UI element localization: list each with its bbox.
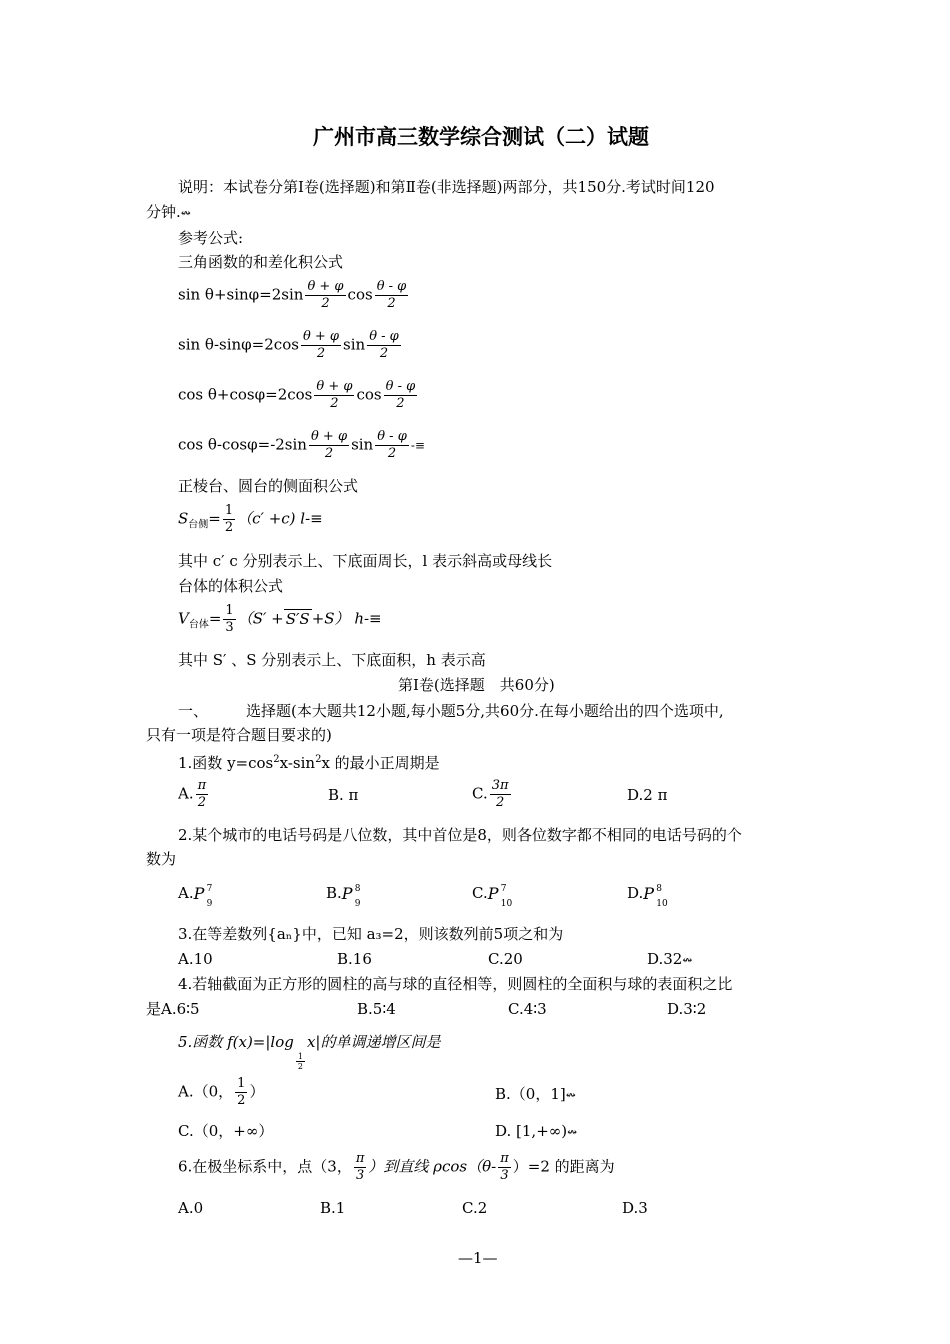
question-3-option-c: C.20 (488, 950, 523, 968)
part-description-1: 选择题(本大题共12小题,每小题5分,共60分.在每小题给出的四个选项中, (246, 702, 724, 720)
question-6-option-b: B.1 (320, 1199, 346, 1217)
trig-formula-3: cos θ+cosφ=2cos $\frac{\theta + \varphi}{2}$ cos $\frac{\theta - \varphi}{2}$ (178, 379, 416, 411)
note-mark-icon: ↭ (682, 953, 693, 967)
part-description-2: 只有一项是符合题目要求的) (146, 726, 332, 744)
question-1-option-c: C. $\frac{3\pi}{2}$ (472, 778, 509, 810)
trig-formula-1: sin θ+sinφ=2sin $\frac{\theta + \varphi}{2}$ cos $\frac{\theta - \varphi}{2}$ (178, 279, 407, 311)
question-4-option-b: B.5∶4 (357, 1000, 396, 1018)
question-3-stem: 3.在等差数列{aₙ}中，已知 a₃=2，则该数列前5项之和为 (178, 925, 564, 943)
question-3-option-d: D.32↭ (647, 950, 693, 968)
reference-label: 参考公式: (178, 229, 244, 247)
volume-formula: $V_{台体}=$ $\frac{1}{3}$ （S′ + S′S +S） h-≡ (178, 603, 382, 635)
lateral-area-formula: $S_{台侧}=$ $\frac{1}{2}$ （c′ +c) l-≡ (178, 503, 323, 535)
trig-formula-title: 三角函数的和差化积公式 (178, 253, 344, 271)
question-5-option-d: D. [1,+∞)↭ (495, 1122, 578, 1140)
lateral-area-note: 其中 c′ c 分别表示上、下底面周长，l 表示斜高或母线长 (178, 552, 553, 570)
volume-title: 台体的体积公式 (178, 577, 284, 595)
question-2-stem-2: 数为 (146, 850, 177, 868)
question-2-option-c: C. P 7 10 (472, 884, 513, 909)
question-6-stem: 6.在极坐标系中，点（3， $\frac{\pi}{3}$ ）到直线 ρcos（θ- $\frac{\pi}{3}$ ）=2 的距离为 (178, 1151, 615, 1183)
question-1-option-d: D.2 π (627, 786, 668, 804)
intro-line-1: 说明：本试卷分第Ⅰ卷(选择题)和第Ⅱ卷(非选择题)两部分，共150分.考试时间120 (178, 178, 715, 196)
question-5-stem: 5.函数 f(x)=|log $\frac{1}{2}$ x|的单调递增区间是 (178, 1033, 441, 1071)
page-number: —1— (458, 1249, 498, 1267)
question-4-option-a: 是A.6∶5 (146, 1000, 200, 1018)
question-1-stem: 1.函数 $y=\cos^2x-\sin^2x$ 的最小正周期是 (178, 754, 440, 772)
volume-note: 其中 S′ 、S 分别表示上、下底面积，h 表示高 (178, 651, 486, 669)
question-4-option-c: C.4∶3 (508, 1000, 547, 1018)
question-2-option-a: A. P 7 9 (178, 884, 213, 909)
question-2-option-b: B. P 8 9 (326, 884, 361, 909)
question-6-option-c: C.2 (462, 1199, 488, 1217)
intro-line-2: 分钟.↭ (146, 203, 191, 221)
part-label: 一、 (178, 702, 209, 720)
trig-formula-4: cos θ-cosφ=-2sin $\frac{\theta + \varphi}{2}$ sin $\frac{\theta - \varphi}{2}$ -≡ (178, 429, 425, 461)
question-3-option-b: B.16 (337, 950, 372, 968)
page-title: 广州市高三数学综合测试（二）试题 (313, 125, 649, 149)
lateral-area-title: 正棱台、圆台的侧面积公式 (178, 477, 359, 495)
note-mark-icon: ↭ (180, 206, 191, 220)
question-5-option-c: C.（0，+∞） (178, 1122, 274, 1140)
question-5-option-a: A.（0， $\frac{1}{2}$ ） (178, 1076, 265, 1108)
question-5-option-b: B.（0，1]↭ (495, 1085, 576, 1103)
question-6-option-d: D.3 (622, 1199, 648, 1217)
question-1-option-a: A. $\frac{\pi}{2}$ (178, 778, 207, 810)
section-heading: 第Ⅰ卷(选择题 共60分) (398, 676, 555, 694)
question-3-option-a: A.10 (178, 950, 213, 968)
note-mark-icon: ↭ (565, 1088, 576, 1102)
question-2-option-d: D. P 8 10 (627, 884, 668, 909)
question-6-option-a: A.0 (178, 1199, 204, 1217)
question-4-option-d: D.3∶2 (667, 1000, 707, 1018)
question-2-stem-1: 2.某个城市的电话号码是八位数，其中首位是8，则各位数字都不相同的电话号码的个 (178, 826, 742, 844)
trig-formula-2: sin θ-sinφ=2cos $\frac{\theta + \varphi}{2}$ sin $\frac{\theta - \varphi}{2}$ (178, 329, 399, 361)
note-mark-icon: ↭ (567, 1125, 578, 1139)
question-1-option-b: B. π (328, 786, 359, 804)
question-4-stem: 4.若轴截面为正方形的圆柱的高与球的直径相等，则圆柱的全面积与球的表面积之比 (178, 975, 733, 993)
